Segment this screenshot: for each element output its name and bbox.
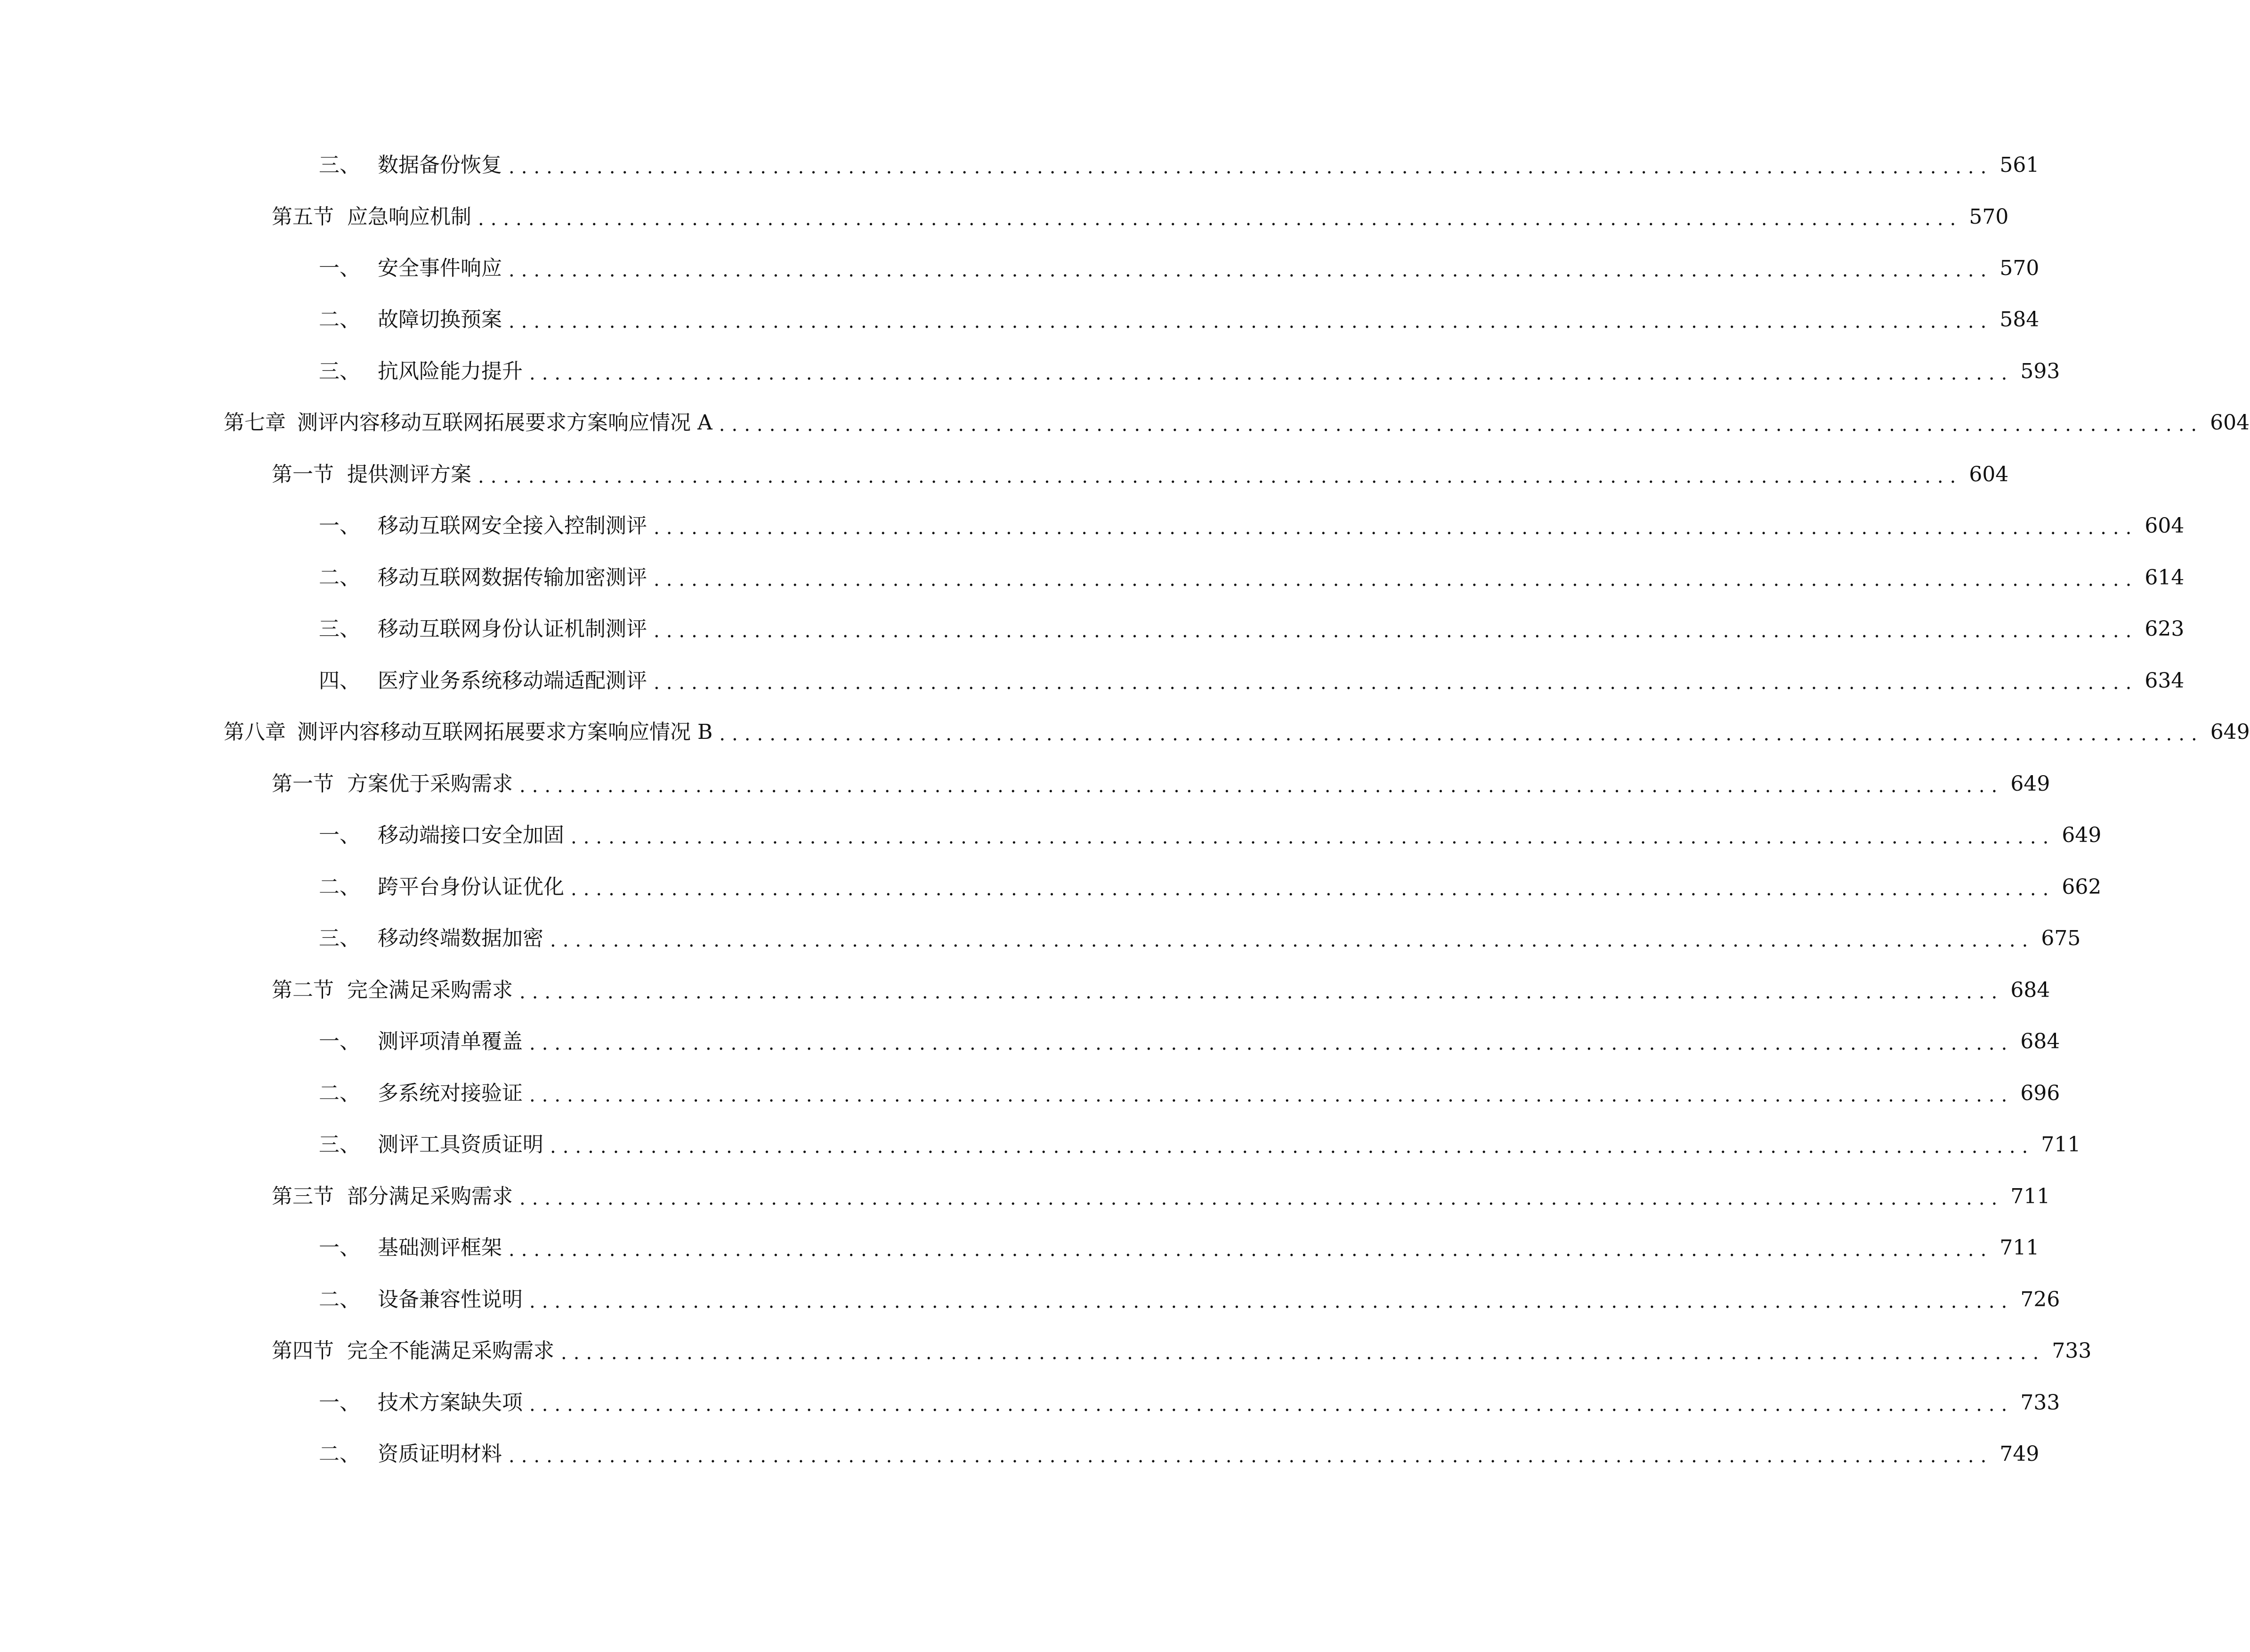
toc-entry-label	[224, 406, 712, 439]
toc-dot-leader: ......................................................................................................................	[478, 208, 1963, 230]
toc-entry-number: 二、	[319, 566, 360, 590]
toc-entry-title: 完全不能满足采购需求	[347, 1339, 554, 1363]
toc-entry-title: 测评项清单覆盖	[378, 1029, 523, 1053]
toc-entry[interactable]	[0, 1335, 2092, 1368]
toc-entry-title: 方案优于采购需求	[347, 772, 513, 796]
toc-dot-leader: ......................................................................................................................	[529, 363, 2014, 384]
toc-entry-page: 675	[2041, 926, 2081, 950]
toc-entry[interactable]	[0, 1438, 2040, 1471]
toc-entry[interactable]	[0, 1180, 2050, 1213]
toc-entry-label	[319, 1128, 543, 1161]
toc-entry-title: 测评工具资质证明	[378, 1133, 543, 1157]
toc-entry-page: 726	[2020, 1288, 2060, 1312]
toc-entry-page: 604	[2145, 514, 2185, 538]
toc-entry[interactable]	[0, 664, 2185, 697]
toc-entry-number: 第一节	[272, 772, 334, 796]
toc-dot-leader: ......................................................................................................................	[509, 259, 1993, 281]
toc-dot-leader: ......................................................................................................................	[550, 1136, 2035, 1158]
toc-entry-number: 第七章	[224, 411, 286, 435]
toc-entry-label	[319, 149, 502, 182]
toc-entry-label	[319, 1438, 502, 1471]
toc-entry-number: 二、	[319, 1081, 360, 1105]
toc-entry[interactable]	[0, 1128, 2081, 1161]
toc-dot-leader: ......................................................................................................................	[509, 311, 1993, 332]
toc-entry-page: 649	[2062, 823, 2102, 847]
toc-entry-page: 649	[2010, 772, 2050, 796]
toc-dot-leader: ......................................................................................................................	[571, 826, 2056, 848]
toc-entry-title: 抗风险能力提升	[378, 359, 523, 383]
toc-entry-page: 684	[2020, 1029, 2060, 1053]
toc-entry-number: 三、	[319, 617, 360, 641]
toc-entry-title: 移动端接口安全加固	[378, 823, 564, 847]
toc-dot-leader: ......................................................................................................................	[529, 1033, 2014, 1054]
toc-entry[interactable]	[0, 819, 2102, 852]
toc-entry-number: 第四节	[272, 1339, 334, 1363]
toc-entry-title: 完全满足采购需求	[347, 978, 513, 1002]
toc-entry[interactable]	[0, 1231, 2040, 1264]
toc-entry-page: 684	[2010, 978, 2050, 1002]
toc-entry-number: 一、	[319, 1029, 360, 1053]
toc-dot-leader: ......................................................................................................................	[654, 620, 2138, 642]
toc-entry-number: 三、	[319, 926, 360, 950]
toc-entry-page: 570	[1999, 256, 2040, 280]
toc-entry-number: 二、	[319, 308, 360, 332]
toc-entry-title: 部分满足采购需求	[347, 1184, 513, 1208]
toc-entry-number: 一、	[319, 256, 360, 280]
toc-entry-number: 第八章	[224, 720, 286, 744]
toc-dot-leader: ......................................................................................................................	[654, 672, 2138, 694]
toc-dot-leader: ......................................................................................................................	[654, 569, 2138, 591]
toc-entry-title: 医疗业务系统移动端适配测评	[378, 669, 647, 693]
toc-entry[interactable]	[0, 201, 2009, 234]
toc-entry-page: 634	[2145, 669, 2185, 693]
toc-dot-leader: ......................................................................................................................	[509, 1239, 1993, 1261]
toc-dot-leader: ......................................................................................................................	[719, 723, 2204, 745]
toc-entry-title: 安全事件响应	[378, 256, 502, 280]
toc-entry[interactable]	[0, 871, 2102, 904]
toc-entry-number: 一、	[319, 823, 360, 847]
toc-entry-page: 614	[2145, 566, 2185, 590]
toc-entry-title: 应急响应机制	[347, 205, 471, 229]
toc-entry[interactable]	[0, 561, 2185, 594]
toc-entry-title: 数据备份恢复	[378, 153, 502, 177]
toc-entry-title: 设备兼容性说明	[378, 1288, 523, 1312]
toc-entry-label	[319, 1386, 523, 1419]
toc-entry-label	[319, 871, 564, 904]
toc-entry-title: 移动互联网身份认证机制测评	[378, 617, 647, 641]
toc-entry[interactable]	[0, 1025, 2060, 1058]
toc-entry-number: 三、	[319, 153, 360, 177]
toc-dot-leader: ......................................................................................................................	[509, 156, 1993, 178]
toc-entry-label	[319, 1283, 523, 1316]
toc-entry-label	[272, 1335, 554, 1368]
toc-entry-title: 移动互联网数据传输加密测评	[378, 566, 647, 590]
toc-dot-leader: ......................................................................................................................	[478, 466, 1963, 487]
toc-entry[interactable]	[0, 1283, 2060, 1316]
toc-entry-page: 623	[2145, 617, 2185, 641]
toc-entry-number: 第二节	[272, 978, 334, 1002]
toc-entry-page: 570	[1969, 205, 2009, 229]
toc-entry[interactable]	[0, 252, 2040, 285]
toc-entry-number: 二、	[319, 1288, 360, 1312]
toc-entry[interactable]	[0, 922, 2081, 955]
toc-entry-page: 604	[2210, 411, 2250, 435]
toc-dot-leader: ......................................................................................................................	[529, 1085, 2014, 1106]
toc-entry-number: 三、	[319, 1133, 360, 1157]
toc-entry[interactable]	[0, 1386, 2060, 1419]
toc-entry-label	[319, 252, 502, 285]
toc-entry-number: 一、	[319, 1236, 360, 1260]
toc-entry-number: 一、	[319, 1391, 360, 1415]
toc-entry[interactable]	[0, 355, 2060, 388]
toc-entry-number: 四、	[319, 669, 360, 693]
toc-entry-title: 故障切换预案	[378, 308, 502, 332]
toc-entry-label	[272, 768, 513, 801]
toc-entry-label	[319, 613, 647, 646]
toc-entry[interactable]	[0, 974, 2050, 1007]
toc-dot-leader: ......................................................................................................................	[654, 517, 2138, 539]
toc-entry-number: 三、	[319, 359, 360, 383]
toc-entry-page: 711	[2010, 1184, 2050, 1208]
toc-dot-leader: ......................................................................................................................	[561, 1342, 2046, 1364]
toc-entry-page: 561	[1999, 153, 2040, 177]
toc-entry-number: 第三节	[272, 1184, 334, 1208]
toc-entry-page: 711	[2041, 1133, 2081, 1157]
toc-entry-page: 733	[2020, 1391, 2060, 1415]
toc-entry-page: 662	[2062, 875, 2102, 899]
toc-dot-leader: ......................................................................................................................	[529, 1291, 2014, 1312]
toc-entry[interactable]	[0, 716, 2250, 749]
toc-entry-label	[224, 716, 712, 749]
toc-entry-number: 第一节	[272, 462, 334, 486]
toc-entry-title: 跨平台身份认证优化	[378, 875, 564, 899]
toc-entry-title: 测评内容移动互联网拓展要求方案响应情况 B	[297, 720, 713, 744]
toc-entry-label	[272, 201, 471, 234]
toc-dot-leader: ......................................................................................................................	[529, 1394, 2014, 1416]
toc-dot-leader: ......................................................................................................................	[509, 1445, 1993, 1467]
toc-entry[interactable]	[0, 768, 2050, 801]
toc-entry-title: 多系统对接验证	[378, 1081, 523, 1105]
toc-entry-label	[319, 561, 647, 594]
toc-entry-page: 604	[1969, 462, 2009, 486]
toc-entry[interactable]	[0, 613, 2185, 646]
toc-entry[interactable]	[0, 406, 2250, 439]
toc-entry-label	[319, 922, 543, 955]
toc-entry-page: 649	[2210, 720, 2250, 744]
toc-entry-label	[319, 1025, 523, 1058]
toc-entry-title: 提供测评方案	[347, 462, 471, 486]
toc-dot-leader: ......................................................................................................................	[519, 1188, 2004, 1209]
toc-entry-label	[319, 1077, 523, 1110]
toc-entry-label	[319, 1231, 502, 1264]
toc-entry-label	[272, 1180, 513, 1213]
toc-entry-page: 584	[1999, 308, 2040, 332]
toc-entry-label	[319, 819, 564, 852]
toc-entry-label	[319, 303, 502, 336]
toc-entry-number: 二、	[319, 1442, 360, 1466]
toc-entry-title: 移动终端数据加密	[378, 926, 543, 950]
toc-entry-title: 测评内容移动互联网拓展要求方案响应情况 A	[297, 411, 712, 435]
toc-entry-label	[319, 664, 647, 697]
toc-dot-leader: ......................................................................................................................	[519, 775, 2004, 797]
toc-entry-page: 749	[1999, 1442, 2040, 1466]
toc-entry-page: 733	[2052, 1339, 2092, 1363]
toc-dot-leader: ......................................................................................................................	[519, 981, 2004, 1003]
toc-dot-leader: ......................................................................................................................	[550, 930, 2035, 951]
toc-entry-label	[272, 458, 471, 491]
toc-entry-number: 一、	[319, 514, 360, 538]
toc-entry[interactable]	[0, 303, 2040, 336]
toc-entry-label	[319, 510, 647, 543]
toc-entry-page: 593	[2020, 359, 2060, 383]
toc-entry-title: 基础测评框架	[378, 1236, 502, 1260]
toc-entry[interactable]	[0, 458, 2009, 491]
toc-entry[interactable]	[0, 1077, 2060, 1110]
toc-entry-page: 711	[1999, 1236, 2040, 1260]
toc-entry[interactable]	[0, 149, 2040, 182]
toc-entry-label	[272, 974, 513, 1007]
toc-dot-leader: ......................................................................................................................	[571, 878, 2056, 900]
toc-entry-number: 第五节	[272, 205, 334, 229]
toc-entry-title: 移动互联网安全接入控制测评	[378, 514, 647, 538]
toc-entry-title: 技术方案缺失项	[378, 1391, 523, 1415]
toc-dot-leader: ......................................................................................................................	[719, 414, 2204, 436]
toc-entry-title: 资质证明材料	[378, 1442, 502, 1466]
toc-entry[interactable]	[0, 510, 2185, 543]
toc-entry-number: 二、	[319, 875, 360, 899]
toc-entry-page: 696	[2020, 1081, 2060, 1105]
toc-entry-label	[319, 355, 523, 388]
